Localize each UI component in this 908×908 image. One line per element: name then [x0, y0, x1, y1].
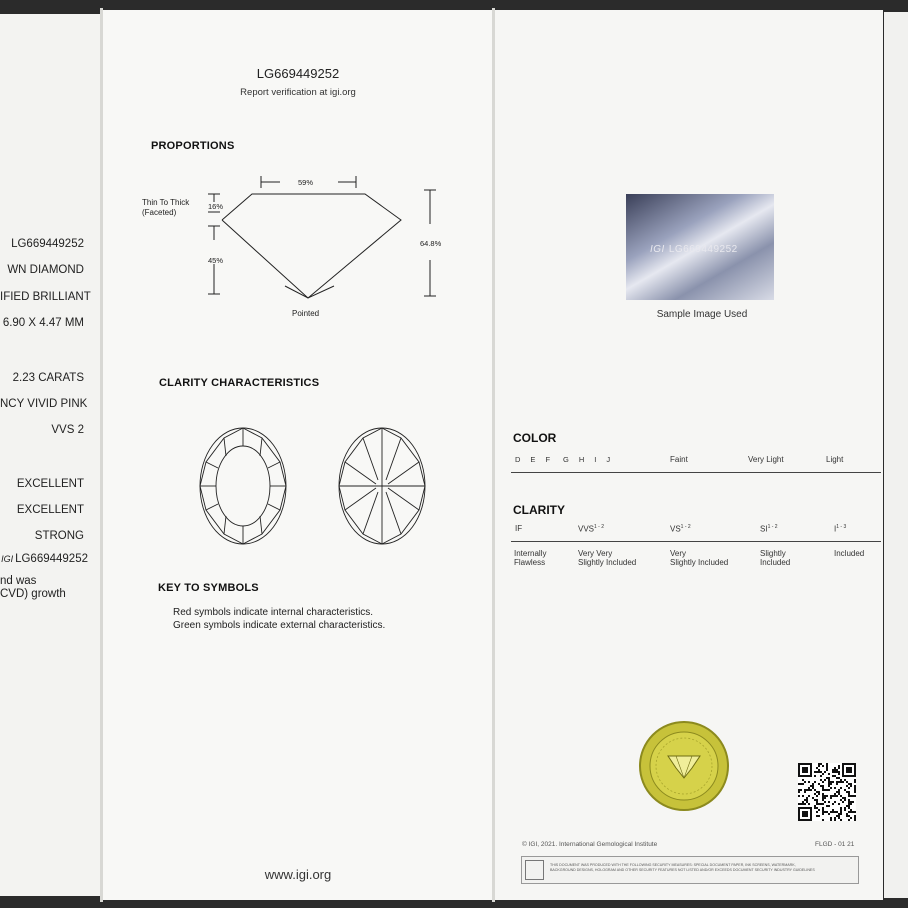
color-scale-heading: COLOR [513, 431, 557, 445]
left-comment-line-2: CVD) growth [0, 588, 66, 600]
clarity-plot-diagrams [196, 422, 432, 552]
clarity-scale-heading: CLARITY [513, 503, 565, 517]
culet-label: Pointed [292, 309, 320, 318]
pavilion-view-outline [339, 428, 425, 544]
left-color-grade: NCY VIVID PINK [0, 398, 88, 410]
girdle-label-1: Thin To Thick [142, 198, 190, 207]
crown-percent: 16% [208, 202, 224, 211]
color-grade-letters [515, 455, 610, 464]
sample-diamond-image [626, 194, 774, 300]
sample-image-caption: Sample Image Used [656, 309, 748, 320]
right-edge-panel [884, 12, 908, 898]
left-comment-line-1: nd was [0, 575, 37, 587]
fold-line-right [492, 8, 495, 902]
clarity-code-i-sup: 1 - 3 [836, 524, 847, 530]
clarity-desc-vs [670, 549, 728, 567]
color-grade-e: E [530, 455, 536, 464]
color-range-light: Light [826, 455, 844, 464]
color-grade-d: D [515, 455, 521, 464]
crown-view-outline [200, 428, 286, 544]
igi-inscription-logo: IGI [1, 554, 14, 564]
left-shape: IFIED BRILLIANT [0, 291, 91, 303]
clarity-code-vs-text: VS [670, 524, 681, 534]
clarity-desc-if [514, 549, 546, 567]
color-grade-i: I [594, 455, 597, 464]
clarity-code-vvs [578, 524, 604, 534]
clarity-code-vvs-text: VVS [578, 524, 595, 534]
clarity-desc-if-2: Flawless [514, 558, 546, 567]
left-symmetry: EXCELLENT [16, 504, 84, 516]
left-description: WN DIAMOND [7, 264, 84, 276]
igi-website: www.igi.org [264, 867, 332, 882]
key-line-red: Red symbols indicate internal characteristics. [173, 607, 374, 618]
clarity-desc-si-1: Slightly [760, 549, 786, 558]
report-number: LG669449252 [256, 66, 340, 81]
clarity-desc-vs-2: Slightly Included [670, 558, 729, 567]
sample-image-number: LG669449252 [668, 244, 738, 255]
clarity-code-si [760, 524, 778, 534]
key-to-symbols-heading: KEY TO SYMBOLS [158, 582, 259, 594]
clarity-code-i [834, 524, 846, 534]
igi-hologram-seal [638, 720, 730, 812]
color-range-faint: Faint [670, 455, 688, 464]
color-grade-g: G [563, 455, 569, 464]
clarity-code-vs [670, 524, 691, 534]
key-line-green: Green symbols indicate external characteristics. [173, 620, 386, 631]
clarity-code-if: IF [515, 524, 523, 533]
proportions-diagram [130, 168, 460, 328]
clarity-desc-vvs-2: Slightly Included [578, 558, 637, 567]
left-inscription-text: LG669449252 [15, 553, 88, 565]
color-grade-j: J [606, 455, 611, 464]
clarity-code-si-text: SI [760, 524, 768, 534]
table-percent: 59% [298, 178, 314, 187]
clarity-desc-vvs-1: Very Very [578, 549, 613, 558]
security-text-line-2: BACKGROUND DESIGNS, HOLOGRAM AND OTHER SECURITY FEATURES NOT LISTED AND/OR EXCEEDS DOCUMENT SECURITY INDUSTRY GUIDELINES [550, 868, 815, 872]
girdle-label-2: (Faceted) [142, 208, 177, 217]
left-carat-weight: 2.23 CARATS [12, 372, 84, 384]
depth-percent: 64.8% [420, 239, 442, 248]
clarity-desc-si-2: Included [760, 558, 791, 567]
color-grade-h: H [578, 455, 585, 464]
left-clarity-grade: VVS 2 [51, 424, 84, 436]
left-inscription [0, 553, 88, 565]
security-text [550, 863, 854, 873]
clarity-desc-si [760, 549, 790, 567]
clarity-code-si-sup: 1 - 2 [767, 524, 778, 530]
sample-igi-logo: IGI [650, 244, 665, 255]
clarity-desc-if-1: Internally [514, 549, 547, 558]
clarity-code-i-text: I [834, 524, 837, 534]
sample-image-watermark [650, 244, 738, 255]
security-features-box [521, 856, 859, 884]
color-grade-f: F [545, 455, 551, 464]
report-verification: Report verification at igi.org [240, 87, 356, 98]
left-measurements: 6.90 X 4.47 MM [2, 317, 84, 329]
left-panel [0, 14, 100, 896]
copyright-notice: © IGI, 2021. International Gemological Institute [522, 841, 658, 848]
proportions-heading: PROPORTIONS [151, 140, 235, 152]
fold-line-left [100, 8, 103, 902]
clarity-code-vvs-sup: 1 - 2 [594, 524, 605, 530]
qr-code [798, 763, 856, 821]
clarity-desc-vs-1: Very [670, 549, 687, 558]
clarity-code-vs-sup: 1 - 2 [680, 524, 691, 530]
clarity-desc-i-1: Included [834, 549, 865, 558]
color-range-very-light: Very Light [748, 455, 784, 464]
left-report-number: LG669449252 [11, 238, 84, 250]
left-fluorescence: STRONG [34, 530, 84, 542]
document-icon [525, 860, 544, 880]
clarity-characteristics-heading: CLARITY CHARACTERISTICS [159, 377, 320, 389]
clarity-desc-vvs [578, 549, 636, 567]
security-text-line-1: THIS DOCUMENT WAS PRODUCED WITH THE FOLLOWING SECURITY MEASURES: SPECIAL DOCUMENT PAPER, INK SCREENS, WATERMARK, [550, 863, 796, 867]
clarity-desc-i [834, 549, 864, 558]
form-code: FLGD - 01 21 [815, 841, 855, 848]
color-scale-rule [511, 472, 881, 473]
pavilion-percent: 45% [208, 256, 224, 265]
left-polish: EXCELLENT [16, 478, 84, 490]
clarity-scale-rule [511, 541, 881, 542]
